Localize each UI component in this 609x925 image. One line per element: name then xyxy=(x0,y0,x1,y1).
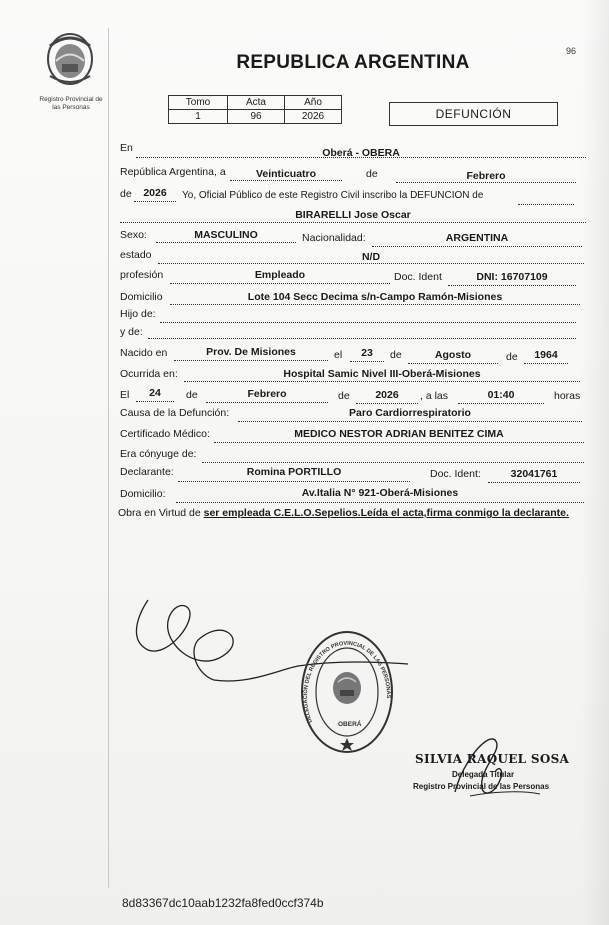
dotted-line xyxy=(518,204,574,205)
record-type-box: DEFUNCIÓN xyxy=(389,102,558,126)
dotted-line xyxy=(174,360,328,361)
org-name-line2: las Personas xyxy=(52,104,90,111)
tomo-value: 1 xyxy=(169,110,228,124)
dotted-line xyxy=(156,242,296,243)
certificado-label: Certificado Médico: xyxy=(120,428,210,440)
dotted-line xyxy=(170,283,390,284)
estado-value: N/D xyxy=(361,251,381,263)
anio-value: 2026 xyxy=(285,110,342,124)
stamp-city: OBERÁ xyxy=(338,721,362,728)
birth-day: 23 xyxy=(361,347,373,359)
dotted-line xyxy=(356,403,418,404)
sexo-label: Sexo: xyxy=(120,229,147,241)
dotted-line xyxy=(408,363,498,364)
nacido-en-value: Prov. De Misiones xyxy=(206,346,296,358)
birth-month: Agosto xyxy=(434,349,472,361)
dotted-line xyxy=(372,246,582,247)
margin-line xyxy=(108,28,109,888)
dotted-line xyxy=(488,482,580,483)
declarante-value: Romina PORTILLO xyxy=(246,466,342,478)
profesion-label: profesión xyxy=(120,269,164,281)
acta-header: Acta xyxy=(228,96,285,110)
domicilio-value: Lote 104 Secc Decima s/n-Campo Ramón-Misiones xyxy=(247,291,503,303)
dotted-line xyxy=(396,182,576,183)
registrar-org: Registro Provincial de las Personas xyxy=(413,782,550,791)
stamp-ring-text: DELEGACION DEL REGISTRO PROVINCIAL DE LAS PERSONAS xyxy=(302,640,392,724)
place-value: Oberá - OBERA xyxy=(322,147,400,159)
nacionalidad-value: ARGENTINA xyxy=(445,232,509,244)
dotted-line xyxy=(148,338,576,339)
dotted-line xyxy=(160,322,576,323)
horas-label: horas xyxy=(554,390,581,402)
en-label: En xyxy=(120,142,133,154)
dotted-line xyxy=(206,402,328,403)
org-name-line1: Registro Provincial de xyxy=(39,96,103,103)
nacido-label: Nacido en xyxy=(120,347,168,359)
republica-label: República Argentina, a xyxy=(120,166,226,178)
domicilio-label: Domicilio xyxy=(120,291,163,303)
dotted-line xyxy=(184,381,580,382)
dotted-line xyxy=(458,403,544,404)
declarante-doc: 32041761 xyxy=(510,468,558,480)
el2-label: El xyxy=(120,389,130,401)
declarante-domicilio: Av.Italia N° 921-Oberá-Misiones xyxy=(301,487,459,499)
death-year: 2026 xyxy=(375,389,399,401)
dotted-line xyxy=(350,361,384,362)
estado-label: estado xyxy=(120,249,152,261)
doc-ident-label: Doc. Ident xyxy=(394,271,442,283)
dotted-line xyxy=(176,502,584,503)
a-las-label: , a las xyxy=(420,390,449,402)
death-time: 01:40 xyxy=(487,389,515,401)
obra-prefix: Obra en Virtud de xyxy=(118,507,201,519)
dotted-line xyxy=(136,401,174,402)
dotted-line xyxy=(230,180,342,181)
conyuge-label: Era cónyuge de: xyxy=(120,448,197,460)
dotted-line xyxy=(214,442,584,443)
dotted-line xyxy=(178,481,410,482)
registrar-role: Delegada Titular xyxy=(452,770,515,779)
profesion-value: Empleado xyxy=(254,269,306,281)
domicilio2-label: Domicilio: xyxy=(120,488,166,500)
de3-label: de xyxy=(390,349,402,361)
doc-ident2-label: Doc. Ident: xyxy=(430,468,481,480)
sexo-value: MASCULINO xyxy=(194,229,258,241)
month-text: Febrero xyxy=(466,170,506,182)
causa-label: Causa de la Defunción: xyxy=(120,407,230,419)
registry-table xyxy=(168,95,342,124)
obra-paragraph xyxy=(118,506,590,521)
anio-header: Año xyxy=(285,96,342,110)
province-seal-logo xyxy=(40,28,100,90)
declarante-label: Declarante: xyxy=(120,466,174,478)
year-value: 2026 xyxy=(143,187,167,199)
tomo-header: Tomo xyxy=(169,96,228,110)
dotted-line xyxy=(134,201,176,202)
org-name xyxy=(22,96,120,112)
page-number: 96 xyxy=(566,46,577,56)
de6-label: de xyxy=(338,390,350,402)
death-day: 24 xyxy=(149,387,161,399)
dotted-line xyxy=(120,222,586,223)
ocurrida-label: Ocurrida en: xyxy=(120,368,178,380)
de-label: de xyxy=(366,168,378,180)
page-edge-shadow xyxy=(581,0,609,925)
dotted-line xyxy=(524,363,568,364)
document-hash: 8d83367dc10aab1232fa8fed0ccf374b xyxy=(122,896,324,910)
dotted-line xyxy=(170,304,580,305)
ocurrida-value: Hospital Samic Nivel III-Oberá-Misiones xyxy=(283,368,481,380)
doc-ident-value: DNI: 16707109 xyxy=(476,271,548,283)
obra-text: ser empleada C.E.L.O.Sepelios.Leída el acta,firma conmigo la declarante. xyxy=(203,507,569,519)
dotted-line xyxy=(158,263,584,264)
certificado-value: MEDICO NESTOR ADRIAN BENITEZ CIMA xyxy=(294,428,504,440)
hijo-label: Hijo de: xyxy=(120,308,156,320)
causa-value: Paro Cardiorrespiratorio xyxy=(349,407,471,419)
de5-label: de xyxy=(186,389,198,401)
dotted-line xyxy=(202,462,584,463)
nacionalidad-label: Nacionalidad: xyxy=(302,232,366,244)
deceased-name: BIRARELLI Jose Oscar xyxy=(295,209,411,221)
registrar-name: SILVIA RAQUEL SOSA xyxy=(415,752,570,766)
death-month: Febrero xyxy=(247,388,287,400)
dotted-line xyxy=(238,421,582,422)
oficial-text: Yo, Oficial Público de este Registro Civil inscribo la DEFUNCION de xyxy=(182,190,484,201)
y-de-label: y de: xyxy=(120,326,143,338)
day-text: Veinticuatro xyxy=(255,168,317,180)
de2-label: de xyxy=(120,188,132,200)
acta-value: 96 xyxy=(228,110,285,124)
dotted-line xyxy=(448,285,576,286)
de4-label: de xyxy=(506,351,518,363)
el-label: el xyxy=(334,349,343,361)
document-title: REPUBLICA ARGENTINA xyxy=(236,52,470,73)
birth-year: 1964 xyxy=(534,349,558,361)
official-stamp xyxy=(300,630,395,755)
